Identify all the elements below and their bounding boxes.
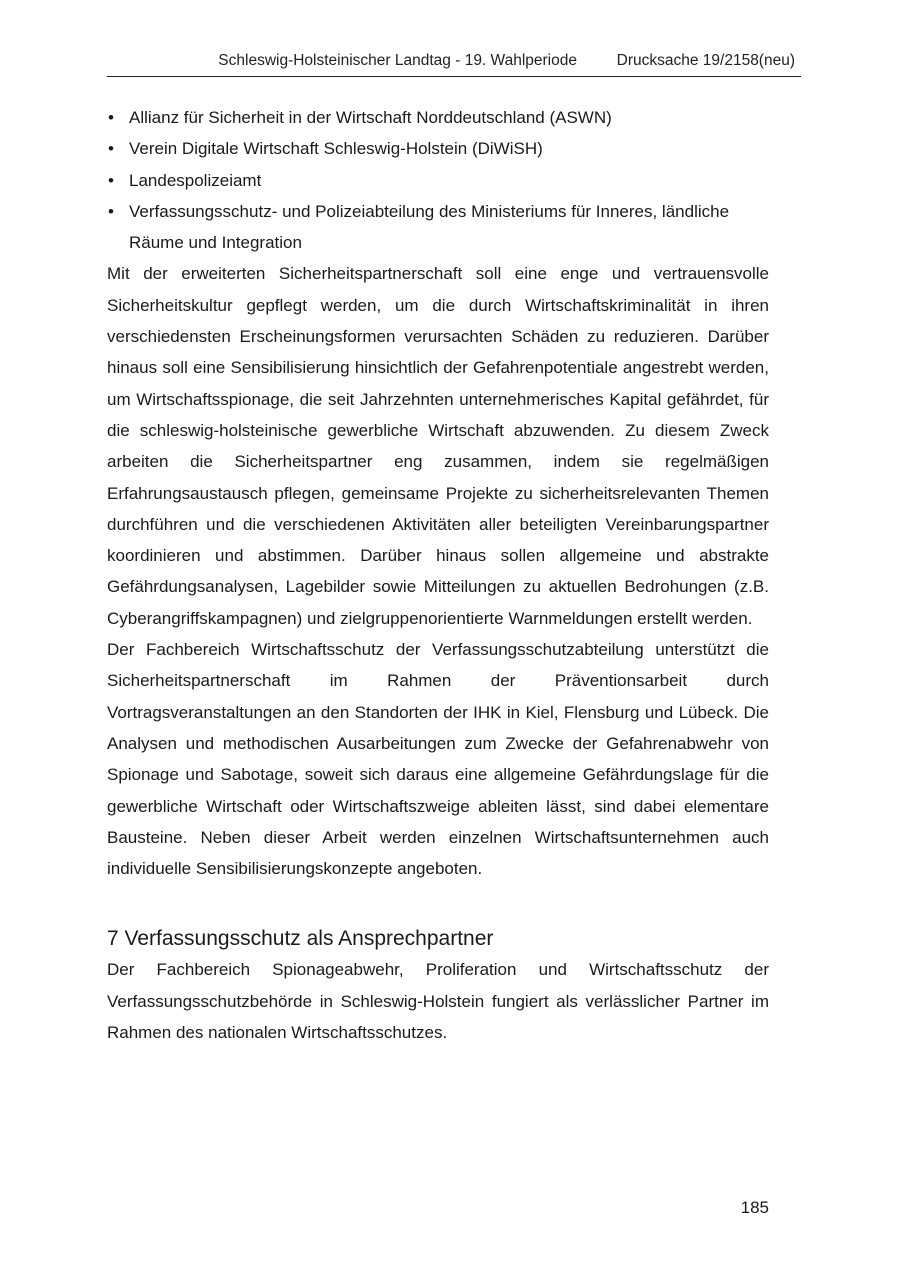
list-item: [107, 102, 769, 133]
list-item: [107, 165, 769, 196]
section-paragraph: Der Fachbereich Spionageabwehr, Proliferation und Wirtschaftsschutz der Verfassungsschutzbehörde in Schleswig-Holstein fungiert als verlässlicher Partner im Rahmen des nationalen Wirtschaftsschutzes.: [107, 960, 769, 1043]
body-paragraph: Mit der erweiterten Sicherheitspartnerschaft soll eine enge und vertrauensvolle Sicherheitskultur gepflegt werden, um die durch Wirtschaftskriminalität in ihren verschiedensten Erscheinungsformen verursachten Schäden zu reduzieren. Darüber hinaus soll eine Sensibilisierung hinsichtlich der Gefahrenpotentiale angestrebt werden, um Wirtschaftsspionage, die seit Jahrzehnten unternehmerisches Kapital gefährdet, für die schleswig-holsteinische gewerbliche Wirtschaft abzuwenden. Zu diesem Zweck arbeiten die Sicherheitspartner eng zusammen, indem sie regelmäßigen Erfahrungsaustausch pflegen, gemeinsame Projekte zu sicherheitsrelevanten Themen durchführen und die verschiedenen Aktivitäten aller beteiligten Vereinbarungspartner koordinieren und abstimmen. Darüber hinaus sollen allgemeine und abstrakte Gefährdungsanalysen, Lagebilder sowie Mitteilungen zu aktuellen Bedrohungen (z.B. Cyberangriffskampagnen) und zielgruppenorientierte Warnmeldungen erstellt werden.: [107, 264, 769, 628]
list-item-text: Allianz für Sicherheit in der Wirtschaft Norddeutschland (ASWN): [129, 108, 612, 127]
running-header: [107, 50, 801, 77]
header-title: Schleswig-Holsteinischer Landtag - 19. Wahlperiode: [218, 52, 577, 69]
list-item: [107, 133, 769, 164]
list-item-text: Landespolizeiamt: [129, 170, 262, 190]
bullet-icon: •: [108, 108, 114, 127]
bullet-icon: •: [108, 170, 114, 190]
body-paragraph: Der Fachbereich Wirtschaftsschutz der Verfassungsschutzabteilung unterstützt die Sicherheitspartnerschaft im Rahmen der Präventionsarbeit durch Vortragsveranstaltungen an den Standorten der IHK in Kiel, Flensburg und Lübeck. Die Analysen und methodischen Ausarbeitungen zum Zwecke der Gefahrenabwehr von Spionage und Sabotage, soweit sich daraus eine allgemeine Gefährdungslage für die gewerbliche Wirtschaft oder Wirtschaftszweige ableiten lässt, sind dabei elementare Bausteine. Neben dieser Arbeit werden einzelnen Wirtschaftsunternehmen auch individuelle Sensibilisierungskonzepte angeboten.: [107, 640, 769, 879]
bullet-icon: •: [108, 201, 114, 221]
list-item-text: Verein Digitale Wirtschaft Schleswig-Holstein (DiWiSH): [129, 139, 543, 159]
bullet-list: [107, 102, 769, 258]
page-number: 185: [740, 1198, 769, 1217]
section-heading: 7 Verfassungsschutz als Ansprechpartner: [107, 927, 494, 951]
list-item: [107, 196, 769, 259]
page-content: [107, 102, 769, 1048]
bullet-icon: •: [108, 139, 114, 159]
header-document-number: Drucksache 19/2158(neu): [616, 52, 795, 69]
list-item-text: Verfassungsschutz- und Polizeiabteilung des Ministeriums für Inneres, ländliche Räume und Integration: [129, 201, 730, 253]
